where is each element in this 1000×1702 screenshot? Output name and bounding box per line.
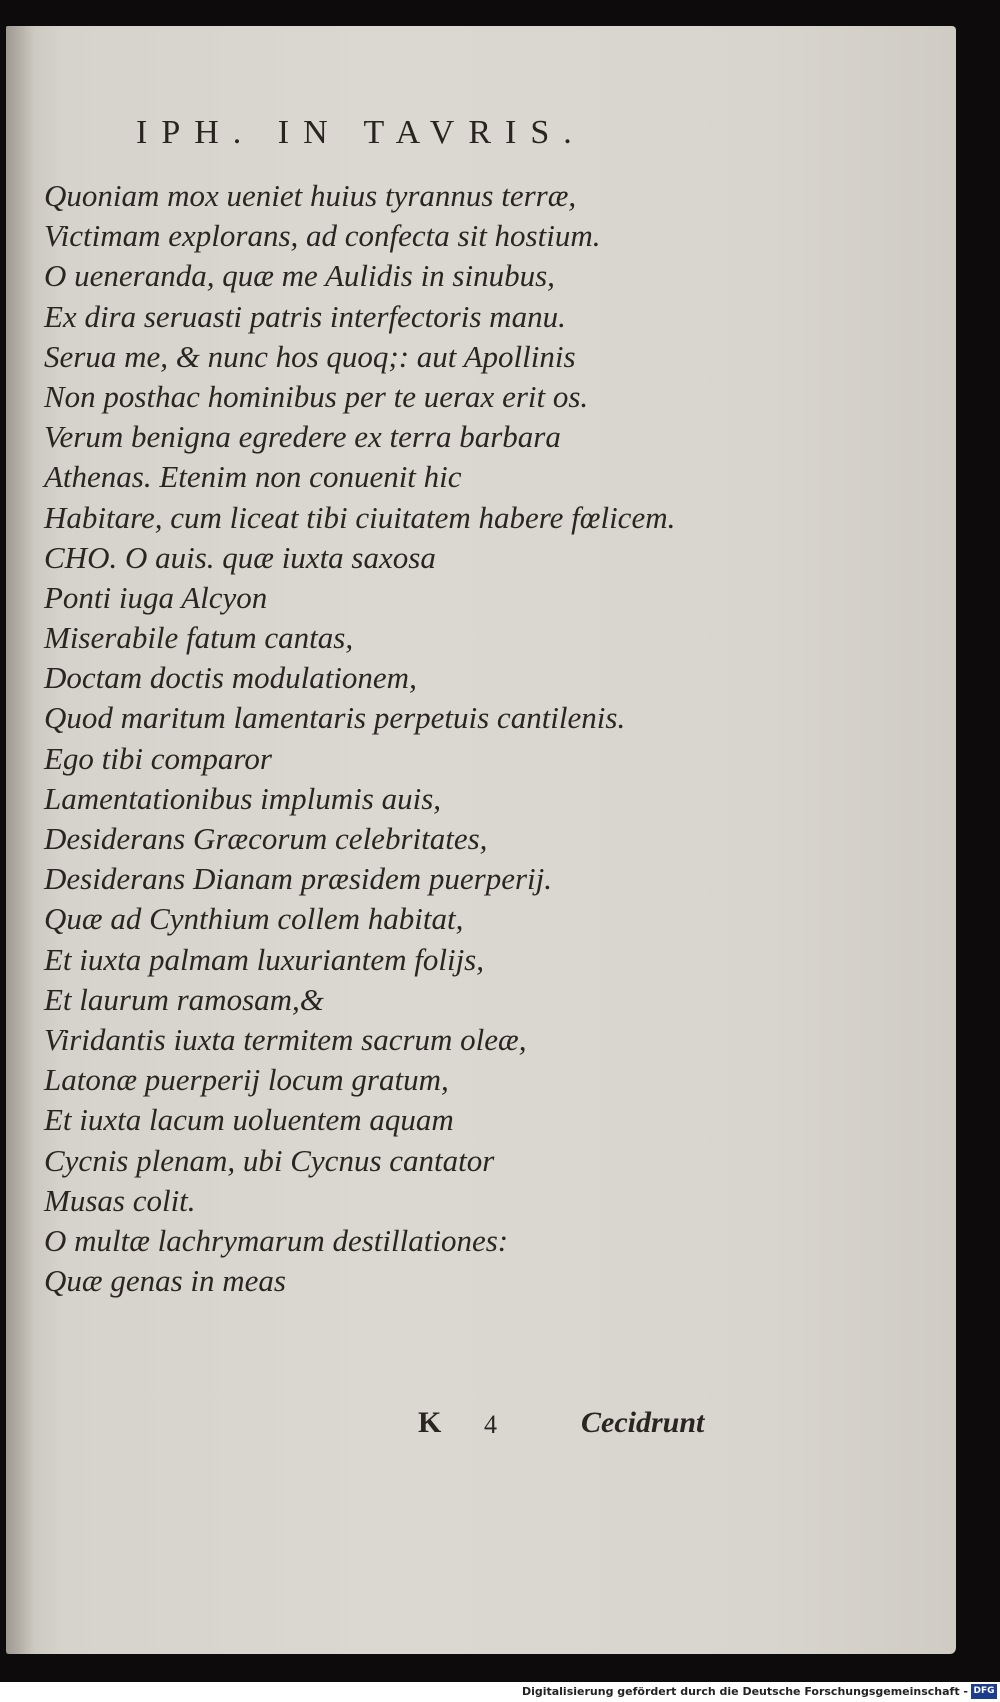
verse-line: Desiderans Dianam præsidem puerperij. <box>44 861 553 897</box>
running-head: IPH. IN TAVRIS. <box>136 114 586 151</box>
verse-line: Victimam explorans, ad confecta sit hostium. <box>44 218 601 254</box>
scan-credit-bar <box>0 1682 1000 1702</box>
verse-line: Quod maritum lamentaris perpetuis cantilenis. <box>44 700 626 736</box>
verse-line: Ego tibi comparor <box>44 740 272 776</box>
verse-line: CHO. O auis. quæ iuxta saxosa <box>44 539 436 575</box>
signature-mark: K <box>418 1406 442 1439</box>
verse-line: Viridantis iuxta termitem sacrum oleæ, <box>44 1021 527 1057</box>
dfg-logo: DFG <box>971 1684 997 1699</box>
catchword: Cecidrunt <box>581 1406 705 1439</box>
verse-line: Et laurum ramosam,& <box>44 981 324 1017</box>
verse-line: Ponti iuga Alcyon <box>44 579 268 615</box>
verse-line: Habitare, cum liceat tibi ciuitatem habere fœlicem. <box>44 499 676 535</box>
verse-line: Athenas. Etenim non conuenit hic <box>44 459 462 495</box>
page-footer <box>6 1406 956 1456</box>
verse-line: Ex dira seruasti patris interfectoris manu. <box>44 298 566 334</box>
verse-line: Doctam doctis modulationem, <box>44 660 417 696</box>
verse-line: Verum benigna egredere ex terra barbara <box>44 419 561 455</box>
verse-line: Non posthac hominibus per te uerax erit os. <box>44 378 589 414</box>
verse-line: Lamentationibus implumis auis, <box>44 780 442 816</box>
scan-credit-text: Digitalisierung gefördert durch die Deutsche Forschungsgemeinschaft - <box>521 1685 968 1698</box>
verse-line: Desiderans Græcorum celebritates, <box>44 821 488 856</box>
book-page <box>6 26 956 1654</box>
signature-number: 4 <box>484 1410 497 1439</box>
verse-line: Serua me, & nunc hos quoq;: aut Apollinis <box>44 338 576 374</box>
verse-line: Cycnis plenam, ubi Cycnus cantator <box>44 1142 495 1178</box>
verse-line: Quæ ad Cynthium collem habitat, <box>44 901 464 937</box>
verse-line: Quoniam mox ueniet huius tyrannus terræ, <box>44 178 577 213</box>
verse-line: O ueneranda, quæ me Aulidis in sinubus, <box>44 258 555 294</box>
verse-line: Miserabile fatum cantas, <box>44 620 354 656</box>
verse-line: Latonæ puerperij locum gratum, <box>44 1062 449 1098</box>
verse-line: Quæ genas in meas <box>44 1263 286 1299</box>
verse-line: Musas colit. <box>44 1182 196 1218</box>
verse-line: Et iuxta palmam luxuriantem folijs, <box>44 941 484 977</box>
verse-line: O multæ lachrymarum destillationes: <box>44 1222 509 1258</box>
verse-text <box>44 176 844 1301</box>
verse-line: Et iuxta lacum uoluentem aquam <box>44 1102 454 1138</box>
